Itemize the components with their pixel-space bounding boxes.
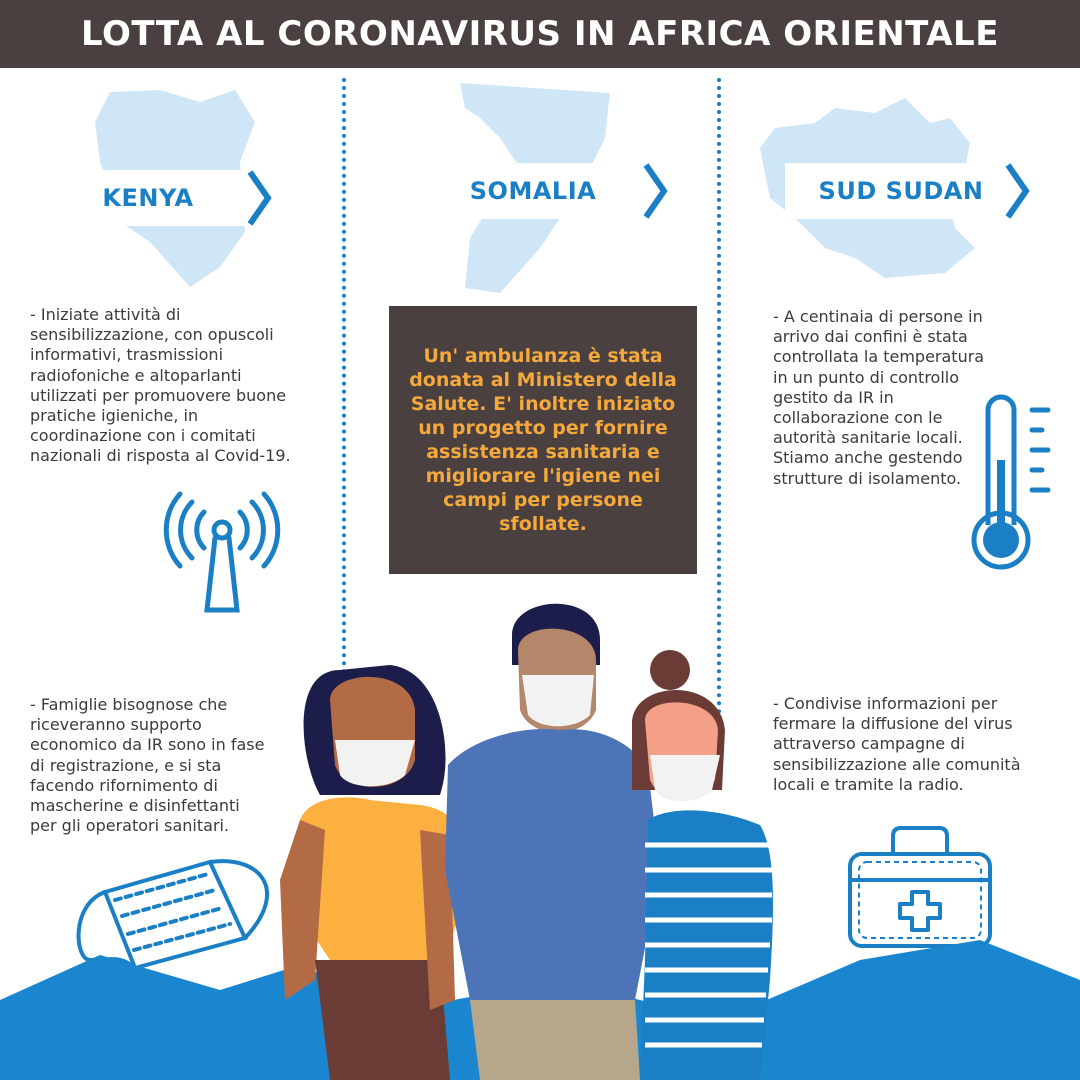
somalia-text: Un' ambulanza è stata donata al Ministero della Salute. E' inoltre iniziato un progetto per fornire assistenza sanitaria e migliorare l'igiene nei campi per persone sfollate. [409,345,677,535]
country-label-kenya [28,170,268,226]
thermometer-icon [968,390,1058,575]
country-name: SOMALIA [469,177,597,205]
chevron-right-icon [642,163,672,219]
country-name: SUD SUDAN [818,177,984,205]
chevron-right-icon [246,170,276,226]
people-illustration [0,580,1080,1080]
page-title: LOTTA AL CORONAVIRUS IN AFRICA ORIENTALE [81,14,999,54]
woman-right-figure [632,650,773,1080]
country-name: KENYA [102,184,194,212]
country-label-somalia [410,163,656,219]
header-bar [0,0,1080,68]
country-label-south-sudan [785,163,1017,219]
somalia-info-box [389,306,697,574]
kenya-text-2: - Famiglie bisognose che riceveranno supporto economico da IR sono in fase di registrazione, e si sta facendo rifornimento di mascherine e disinfettanti per gli operatori sanitari. [30,695,265,836]
chevron-right-icon [1004,163,1034,219]
south-sudan-text-1: - A centinaia di persone in arrivo dai confini è stata controllata la temperatura in un punto di controllo gestito da IR in collaborazione con le autorità sanitarie locali. Stiamo anche gestendo strutture di isolamento. [773,307,985,488]
kenya-text-1: - Iniziate attività di sensibilizzazione, con opuscoli informativi, trasmissioni radiofoniche e altoparlanti utilizzati per promuovere buone pratiche igieniche, in coordinazione con i comitati nazionali di risposta al Covid-19. [30,305,291,466]
man-center-figure [445,604,660,1080]
south-sudan-text-2: - Condivise informazioni per fermare la diffusione del virus attraverso campagne di sensibilizzazione alle comunità locali e tramite la radio. [773,694,1021,794]
